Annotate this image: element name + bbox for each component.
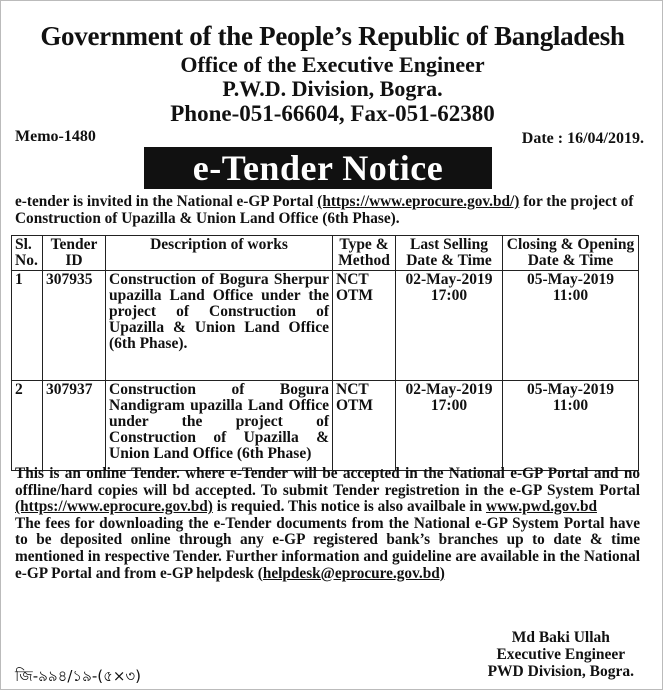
row-sl: 2 — [12, 381, 43, 471]
row-closing — [503, 271, 639, 381]
egp-portal-link[interactable]: (https://www.eprocure.gov.bd/) — [317, 193, 520, 210]
header-type-method: Type & Method — [333, 236, 396, 271]
row-type: NCT — [336, 381, 369, 398]
row-description: Construction of Bogura Sherpur upazilla Land Office under the project of Construction of Upazilla & Union Land Office (6th Phase). — [106, 271, 333, 381]
tender-table — [11, 235, 639, 471]
row-close-time: 11:00 — [552, 397, 589, 414]
row-type: NCT — [336, 271, 369, 288]
signatory-name: Md Baki Ullah — [511, 629, 610, 646]
row-type-method — [333, 271, 396, 381]
row-sl: 1 — [12, 271, 43, 381]
header-last-selling: Last Selling Date & Time — [396, 236, 503, 271]
egp-system-link[interactable]: (https://www.eprocure.gov.bd) — [15, 498, 213, 516]
row-close-time: 11:00 — [552, 287, 589, 304]
row-description: Construction of Bogura Nandigram upazilla Land Office under the project of Construction of Upazilla & Union Land Office (6th Phase) — [106, 381, 333, 471]
row-method: OTM — [336, 397, 374, 414]
row-last-selling — [396, 381, 503, 471]
memo-number: Memo-1480 — [15, 128, 96, 145]
table-row — [12, 271, 639, 381]
body-text-2: is requied. This notice is also availbale in — [212, 498, 487, 516]
row-tender-id: 307935 — [43, 271, 106, 381]
helpdesk-email-link[interactable]: (helpdesk@eprocure.gov.bd) — [257, 564, 445, 582]
row-last-date: 02-May-2019 — [405, 271, 493, 288]
row-type-method — [333, 381, 396, 471]
intro-text: e-tender is invited in the National e-GP Portal — [15, 193, 318, 210]
row-closing — [503, 381, 639, 471]
division-title: P.W.D. Division, Bogra. — [222, 76, 443, 101]
pwd-website-link[interactable]: www.pwd.gov.bd — [486, 498, 597, 516]
notice-body — [15, 466, 640, 582]
row-last-date: 02-May-2019 — [405, 381, 493, 398]
row-tender-id: 307937 — [43, 381, 106, 471]
signature-block — [488, 629, 634, 680]
row-last-time: 17:00 — [430, 287, 468, 304]
row-close-date: 05-May-2019 — [527, 381, 614, 398]
signatory-title: Executive Engineer — [496, 646, 626, 663]
header-closing-opening: Closing & Opening Date & Time — [503, 236, 639, 271]
intro-text-2: for the project of Construction of Upazilla & Union Land Office (6th Phase). — [15, 193, 634, 227]
contact-line: Phone-051-66604, Fax-051-62380 — [170, 101, 495, 126]
row-close-date: 05-May-2019 — [527, 271, 614, 288]
intro-paragraph — [15, 193, 645, 227]
signatory-office: PWD Division, Bogra. — [487, 663, 634, 680]
header-description: Description of works — [106, 236, 333, 271]
body-text-1: This is an online Tender. where e-Tender will be accepted in the National e-GP Portal and no offline/hard copies will bd accepted. To submit Tender registretion in the e-GP System Portal — [15, 465, 640, 499]
header-sl: Sl. No. — [12, 236, 43, 271]
footer-code: জি-৯৯৪/১৯-(৫×৩) — [15, 667, 142, 685]
row-last-selling — [396, 271, 503, 381]
table-row — [12, 381, 639, 471]
notice-date: Date : 16/04/2019. — [521, 130, 644, 147]
row-last-time: 17:00 — [430, 397, 468, 414]
header-tender-id: Tender ID — [43, 236, 106, 271]
row-method: OTM — [336, 287, 374, 304]
notice-banner: e-Tender Notice — [144, 147, 492, 189]
office-title: Office of the Executive Engineer — [180, 52, 485, 77]
table-header-row — [12, 236, 639, 271]
government-title: Government of the People’s Republic of Bangladesh — [40, 21, 625, 51]
body-text-3: The fees for downloading the e-Tender documents from the National e-GP System Portal have to be deposited online through any e-GP registered bank’s branches up to date & time mentioned in respective Tender. Further information and guideline are available in the National e-GP Portal and from e-GP helpdesk — [15, 514, 640, 582]
